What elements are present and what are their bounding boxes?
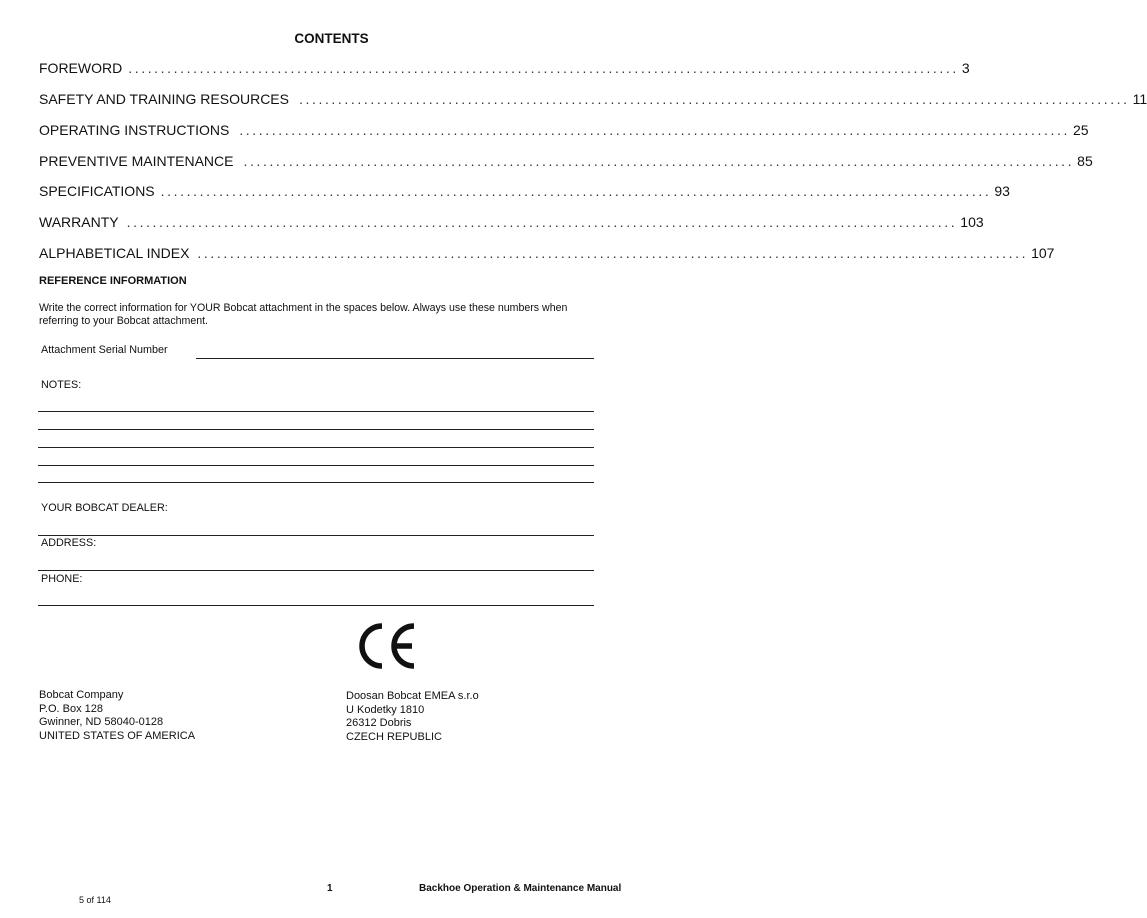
address-line-4: CZECH REPUBLIC: [346, 730, 442, 743]
notes-line[interactable]: [38, 482, 594, 483]
toc-entry-foreword[interactable]: [39, 60, 970, 78]
toc-entry-page: 107: [1031, 245, 1055, 261]
phone-line[interactable]: [38, 605, 594, 606]
toc-leader-dots: ................................................................................................................................: [243, 153, 1075, 169]
toc-entry-label: ALPHABETICAL INDEX: [39, 245, 190, 261]
toc-leader-dots: ................................................................................................................................: [197, 245, 1029, 261]
address-line[interactable]: [38, 570, 594, 571]
toc-entry-operating[interactable]: [39, 122, 1089, 140]
toc-entry-index[interactable]: [39, 245, 1055, 263]
toc-entry-label: PREVENTIVE MAINTENANCE: [39, 153, 234, 169]
dealer-line[interactable]: [38, 535, 594, 536]
toc-entry-page: 93: [994, 183, 1010, 199]
toc-entry-page: 103: [960, 214, 984, 230]
toc-leader-dots: ................................................................................................................................: [128, 60, 959, 76]
toc-leader-dots: ................................................................................................................................: [126, 214, 958, 230]
toc-entry-specifications[interactable]: [39, 183, 1010, 201]
footer-page-number: 1: [327, 883, 333, 894]
address-line-4: UNITED STATES OF AMERICA: [39, 729, 196, 742]
toc-entry-label: FOREWORD: [39, 60, 123, 76]
toc-entry-label: OPERATING INSTRUCTIONS: [39, 122, 230, 138]
notes-line[interactable]: [38, 411, 594, 412]
ce-mark-icon: [352, 618, 422, 674]
toc-entry-page: 11: [1132, 91, 1147, 107]
toc-entry-safety[interactable]: [39, 91, 1147, 109]
notes-label: NOTES:: [41, 379, 82, 391]
page-title: CONTENTS: [294, 31, 369, 46]
phone-label: PHONE:: [41, 573, 83, 585]
toc-entry-label: SPECIFICATIONS: [39, 183, 155, 199]
toc-leader-dots: ................................................................................................................................: [160, 183, 992, 199]
reference-heading: REFERENCE INFORMATION: [39, 275, 187, 287]
dealer-label: YOUR BOBCAT DEALER:: [41, 502, 168, 514]
toc-leader-dots: ................................................................................................................................: [298, 91, 1130, 107]
address-line-2: U Kodetky 1810: [346, 703, 425, 716]
eu-address: [346, 690, 479, 744]
table-of-contents: [39, 60, 1147, 270]
serial-number-line[interactable]: [196, 358, 594, 359]
toc-entry-page: 85: [1077, 153, 1093, 169]
address-line-3: Gwinner, ND 58040-0128: [39, 716, 164, 728]
toc-entry-maintenance[interactable]: [39, 153, 1093, 171]
notes-line[interactable]: [38, 429, 594, 430]
serial-number-label: Attachment Serial Number: [41, 344, 168, 356]
toc-leader-dots: ................................................................................................................................: [239, 122, 1070, 138]
toc-entry-label: SAFETY AND TRAINING RESOURCES: [39, 91, 289, 107]
toc-entry-label: WARRANTY: [39, 214, 119, 230]
toc-entry-page: 25: [1073, 122, 1089, 138]
reference-instructions: Write the correct information for YOUR Bobcat attachment in the spaces below. Always use these numbers when referring to your Bobcat attachment.: [39, 302, 568, 327]
address-line-2: P.O. Box 128: [39, 702, 104, 715]
viewer-page-indicator: 5 of 114: [79, 895, 111, 905]
toc-entry-page: 3: [961, 60, 970, 76]
toc-entry-warranty[interactable]: [39, 214, 984, 232]
us-address: [39, 689, 195, 743]
notes-line[interactable]: [38, 447, 594, 448]
notes-line[interactable]: [38, 465, 594, 466]
address-label: ADDRESS:: [41, 537, 97, 549]
address-line-1: Bobcat Company: [39, 689, 124, 701]
address-line-3: 26312 Dobris: [346, 717, 412, 729]
footer-manual-title: Backhoe Operation & Maintenance Manual: [419, 883, 622, 894]
address-line-1: Doosan Bobcat EMEA s.r.o: [346, 690, 479, 702]
